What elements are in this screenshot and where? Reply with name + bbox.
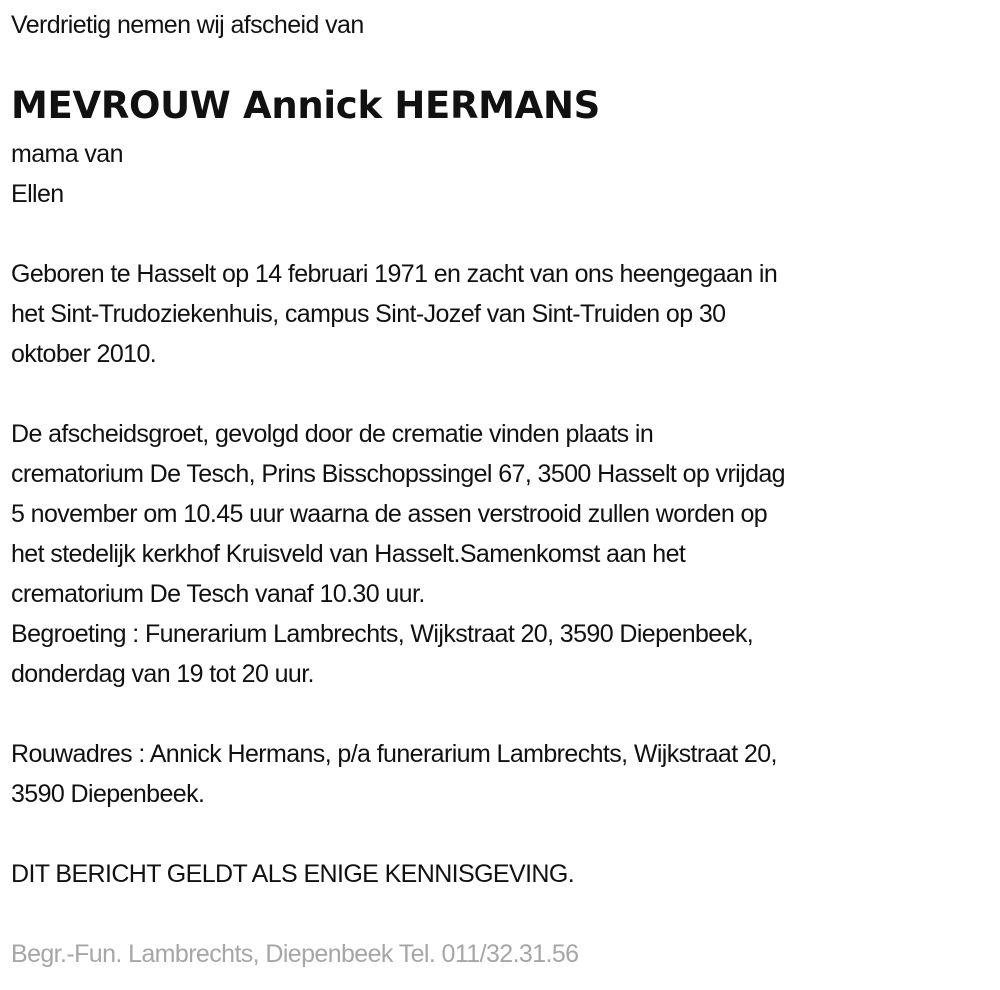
- paragraph-line: donderdag van 19 tot 20 uur.: [11, 660, 314, 688]
- relation-names: Ellen: [11, 180, 64, 208]
- funeral-home-footer: Begr.-Fun. Lambrechts, Diepenbeek Tel. 011/32.31.56: [11, 940, 579, 968]
- paragraph-line: crematorium De Tesch vanaf 10.30 uur.: [11, 580, 425, 608]
- paragraph-line: oktober 2010.: [11, 340, 157, 368]
- birth-death-paragraph: [11, 254, 777, 374]
- paragraph-line: 5 november om 10.45 uur waarna de assen verstrooid zullen worden op: [11, 500, 768, 528]
- ceremony-paragraph: [11, 414, 785, 694]
- deceased-name: MEVROUW Annick HERMANS: [11, 84, 601, 127]
- paragraph-line: Geboren te Hasselt op 14 februari 1971 en zacht van ons heengegaan in: [11, 260, 778, 288]
- paragraph-line: het Sint-Trudoziekenhuis, campus Sint-Jozef van Sint-Truiden op 30: [11, 300, 726, 328]
- mourning-address: [11, 734, 777, 814]
- relation-block: [11, 134, 123, 214]
- paragraph-line: 3590 Diepenbeek.: [11, 780, 205, 808]
- paragraph-line: het stedelijk kerkhof Kruisveld van Hasselt.Samenkomst aan het: [11, 540, 686, 568]
- notice-text: DIT BERICHT GELDT ALS ENIGE KENNISGEVING.: [11, 860, 575, 888]
- paragraph-line: Rouwadres : Annick Hermans, p/a funerarium Lambrechts, Wijkstraat 20,: [11, 740, 777, 768]
- intro-text: Verdrietig nemen wij afscheid van: [11, 11, 364, 39]
- paragraph-line: crematorium De Tesch, Prins Bisschopssingel 67, 3500 Hasselt op vrijdag: [11, 460, 785, 488]
- relation-label: mama van: [11, 140, 123, 168]
- paragraph-line: De afscheidsgroet, gevolgd door de crematie vinden plaats in: [11, 420, 654, 448]
- paragraph-line: Begroeting : Funerarium Lambrechts, Wijkstraat 20, 3590 Diepenbeek,: [11, 620, 754, 648]
